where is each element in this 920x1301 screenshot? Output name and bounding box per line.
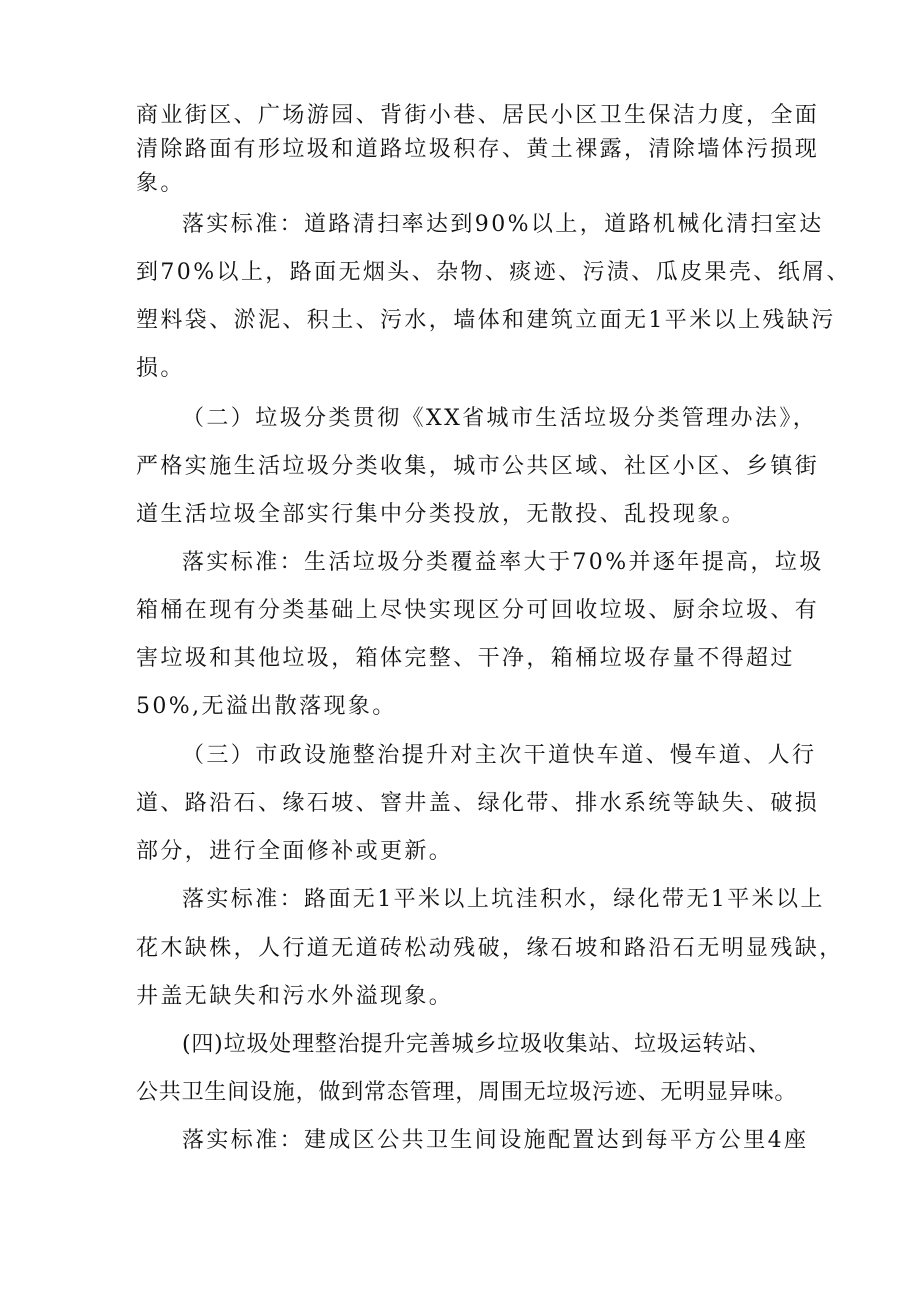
line-text: 到70%以上，路面无烟头、杂物、痰迹、污渍、瓜皮果壳、纸屑、 [136, 260, 851, 285]
text-line [0, 639, 920, 679]
line-text: 道、路沿石、缘石坡、窨井盖、绿化带、排水系统等缺失、破损 [136, 791, 820, 816]
line-text: 塑料袋、淤泥、积土、污水，墙体和建筑立面无1平米以上残缺污 [136, 308, 836, 333]
line-text: 部分，进行全面修补或更新。 [136, 839, 454, 864]
line-text: 落实标准：道路清扫率达到90%以上，道路机械化清扫室达 [182, 212, 824, 237]
text-line [0, 1073, 920, 1113]
text-line [0, 495, 920, 535]
text-line [0, 1025, 920, 1065]
text-line [0, 399, 920, 439]
text-line [0, 349, 920, 389]
text-line [0, 784, 920, 824]
line-text: 商业街区、广场游园、背街小巷、居民小区卫生保洁力度，全面 [136, 103, 820, 128]
line-text: 花木缺株，人行道无道砖松动残破，缘石坡和路沿石无明显残缺， [136, 936, 844, 961]
line-text: 象。 [136, 171, 185, 196]
text-line [0, 164, 920, 204]
line-text: 清除路面有形垃圾和道路垃圾积存、黄土裸露，清除墙体污损现 [136, 137, 820, 162]
text-line [0, 591, 920, 631]
line-text: 损。 [136, 356, 185, 381]
text-line [0, 205, 920, 245]
line-text: 50%,无溢出散落现象。 [136, 694, 397, 719]
line-text: 严格实施生活垃圾分类收集，城市公共区域、社区小区、乡镇街 [136, 454, 820, 479]
text-line [0, 543, 920, 583]
line-text: 公共卫生间设施，做到常态管理，周围无垃圾污迹、无明显异味。 [136, 1080, 798, 1105]
text-line [0, 880, 920, 920]
text-line [0, 687, 920, 727]
line-text: 落实标准：路面无1平米以上坑洼积水，绿化带无1平米以上 [182, 887, 825, 912]
line-text: 落实标准：生活垃圾分类覆益率大于70%并逐年提高，垃圾 [182, 550, 824, 575]
line-text: 箱桶在现有分类基础上尽快实现区分可回收垃圾、厨余垃圾、有 [136, 598, 820, 623]
text-line [0, 977, 920, 1017]
text-line [0, 253, 920, 293]
line-text: （二）垃圾分类贯彻《XX省城市生活垃圾分类管理办法》， [182, 406, 818, 431]
text-line [0, 736, 920, 776]
line-text: (四)垃圾处理整治提升完善城乡垃圾收集站、垃圾运转站、 [182, 1032, 771, 1057]
text-line [0, 447, 920, 487]
text-line [0, 301, 920, 341]
text-line [0, 1121, 920, 1161]
text-line [0, 929, 920, 969]
text-line [0, 832, 920, 872]
line-text: （三）市政设施整治提升对主次干道快车道、慢车道、人行 [182, 743, 817, 768]
line-text: 道生活垃圾全部实行集中分类投放，无散投、乱投现象。 [136, 502, 747, 527]
line-text: 井盖无缺失和污水外溢现象。 [136, 984, 454, 1009]
line-text: 落实标准：建成区公共卫生间设施配置达到每平方公里4座 [182, 1128, 809, 1153]
line-text: 害垃圾和其他垃圾，箱体完整、干净，箱桶垃圾存量不得超过 [136, 646, 795, 671]
